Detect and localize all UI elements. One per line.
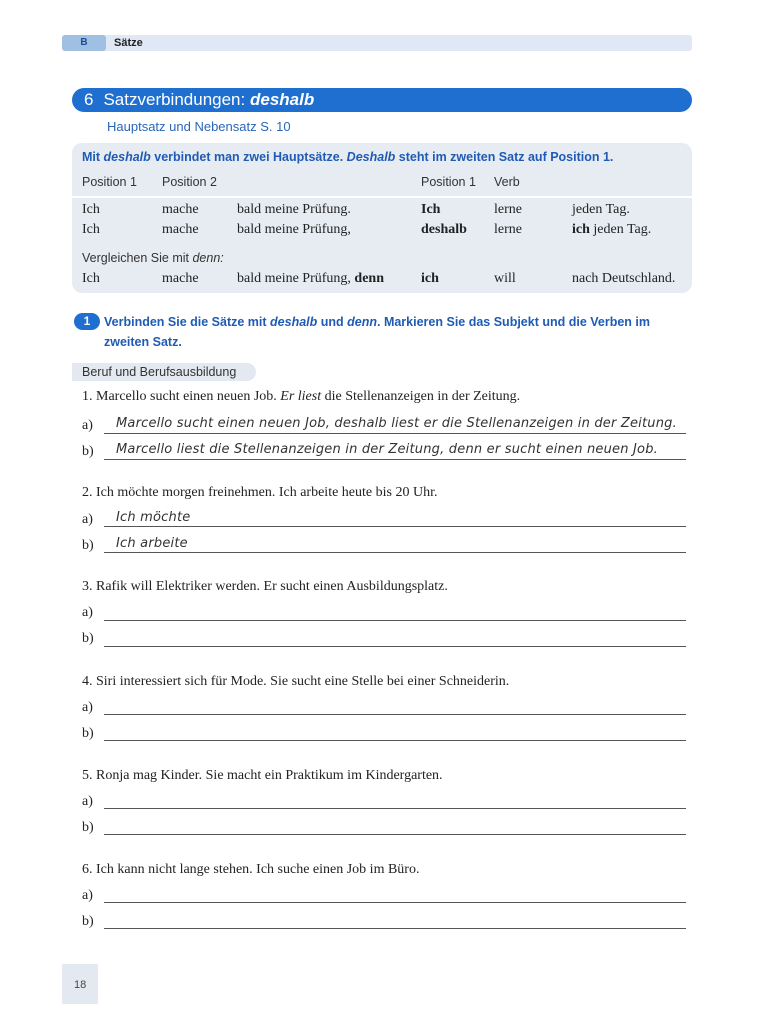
answer-line[interactable] — [104, 714, 686, 715]
exercise-question: 3. Rafik will Elektriker werden. Er sucht einen Ausbildungsplatz. — [82, 579, 448, 594]
example-cell: Ich — [82, 271, 100, 286]
section-title-bar — [72, 88, 692, 112]
example-cell: Ich — [421, 202, 441, 217]
answer-label-b: b) — [82, 914, 94, 929]
exercise-question: 2. Ich möchte morgen freinehmen. Ich arbeite heute bis 20 Uhr. — [82, 485, 438, 500]
answer-line[interactable] — [104, 552, 686, 553]
answer-text[interactable]: Marcello sucht einen neuen Job, deshalb liest er die Stellenanzeigen in der Zeitung. — [116, 416, 677, 431]
answer-text[interactable]: Marcello liest die Stellenanzeigen in der Zeitung, denn er sucht einen neuen Job. — [116, 442, 658, 457]
example-cell: ich jeden Tag. — [572, 222, 652, 237]
answer-line[interactable] — [104, 620, 686, 621]
chapter-badge: B — [62, 35, 106, 51]
answer-label-b: b) — [82, 538, 94, 553]
page-number: 18 — [74, 979, 87, 991]
grammar-divider — [72, 196, 692, 198]
exercise-question: 5. Ronja mag Kinder. Sie macht ein Praktikum im Kindergarten. — [82, 768, 443, 783]
answer-label-a: a) — [82, 888, 93, 903]
answer-text[interactable]: Ich arbeite — [116, 536, 188, 551]
answer-label-a: a) — [82, 794, 93, 809]
answer-label-a: a) — [82, 605, 93, 620]
grammar-intro: Mit deshalb verbindet man zwei Hauptsätze. Deshalb steht im zweiten Satz auf Position 1. — [82, 150, 614, 164]
answer-text[interactable]: Ich möchte — [116, 510, 191, 525]
example-cell: mache — [162, 202, 199, 217]
answer-line[interactable] — [104, 433, 686, 434]
col-header-verb: Verb — [494, 175, 520, 189]
section-subtitle: Hauptsatz und Nebensatz S. 10 — [107, 119, 291, 134]
compare-label: Vergleichen Sie mit denn: — [82, 251, 224, 265]
col-header-position1b: Position 1 — [421, 175, 476, 189]
example-cell: will — [494, 271, 516, 286]
example-cell: deshalb — [421, 222, 467, 237]
answer-label-a: a) — [82, 700, 93, 715]
example-cell: mache — [162, 271, 199, 286]
example-cell: mache — [162, 222, 199, 237]
exercise-instruction: Verbinden Sie die Sätze mit deshalb und denn. Markieren Sie das Subjekt und die Verben im zweiten Satz. — [104, 315, 651, 349]
answer-label-b: b) — [82, 444, 94, 459]
answer-label-b: b) — [82, 820, 94, 835]
col-header-position1: Position 1 — [82, 175, 137, 189]
example-cell: bald meine Prüfung. — [237, 202, 351, 217]
answer-line[interactable] — [104, 902, 686, 903]
example-cell: bald meine Prüfung, denn — [237, 271, 384, 286]
exercise-question: 4. Siri interessiert sich für Mode. Sie sucht eine Stelle bei einer Schneiderin. — [82, 674, 510, 689]
exercise-question: 1. Marcello sucht einen neuen Job. Er liest die Stellenanzeigen in der Zeitung. — [82, 389, 521, 404]
example-cell: Ich — [82, 202, 100, 217]
exercise-number-badge: 1 — [74, 313, 100, 330]
example-cell: lerne — [494, 202, 522, 217]
example-cell: jeden Tag. — [572, 202, 630, 217]
answer-label-b: b) — [82, 631, 94, 646]
col-header-position2: Position 2 — [162, 175, 217, 189]
answer-line[interactable] — [104, 740, 686, 741]
example-cell: bald meine Prüfung, — [237, 222, 351, 237]
exercise-question: 6. Ich kann nicht lange stehen. Ich suche einen Job im Büro. — [82, 862, 420, 877]
answer-label-a: a) — [82, 512, 93, 527]
example-cell: Ich — [82, 222, 100, 237]
answer-line[interactable] — [104, 928, 686, 929]
answer-line[interactable] — [104, 646, 686, 647]
topic-tab: Beruf und Berufsausbildung — [72, 363, 256, 381]
section-title-keyword: deshalb — [249, 90, 315, 109]
header-strip — [62, 35, 692, 51]
section-number: 6 — [84, 90, 94, 109]
example-cell: nach Deutschland. — [572, 271, 676, 286]
answer-line[interactable] — [104, 808, 686, 809]
chapter-title: Sätze — [114, 37, 143, 49]
example-cell: lerne — [494, 222, 522, 237]
answer-label-b: b) — [82, 726, 94, 741]
answer-line[interactable] — [104, 526, 686, 527]
example-cell: ich — [421, 271, 439, 286]
section-title: Satzverbindungen: — [103, 90, 246, 109]
answer-line[interactable] — [104, 834, 686, 835]
answer-line[interactable] — [104, 459, 686, 460]
answer-label-a: a) — [82, 418, 93, 433]
